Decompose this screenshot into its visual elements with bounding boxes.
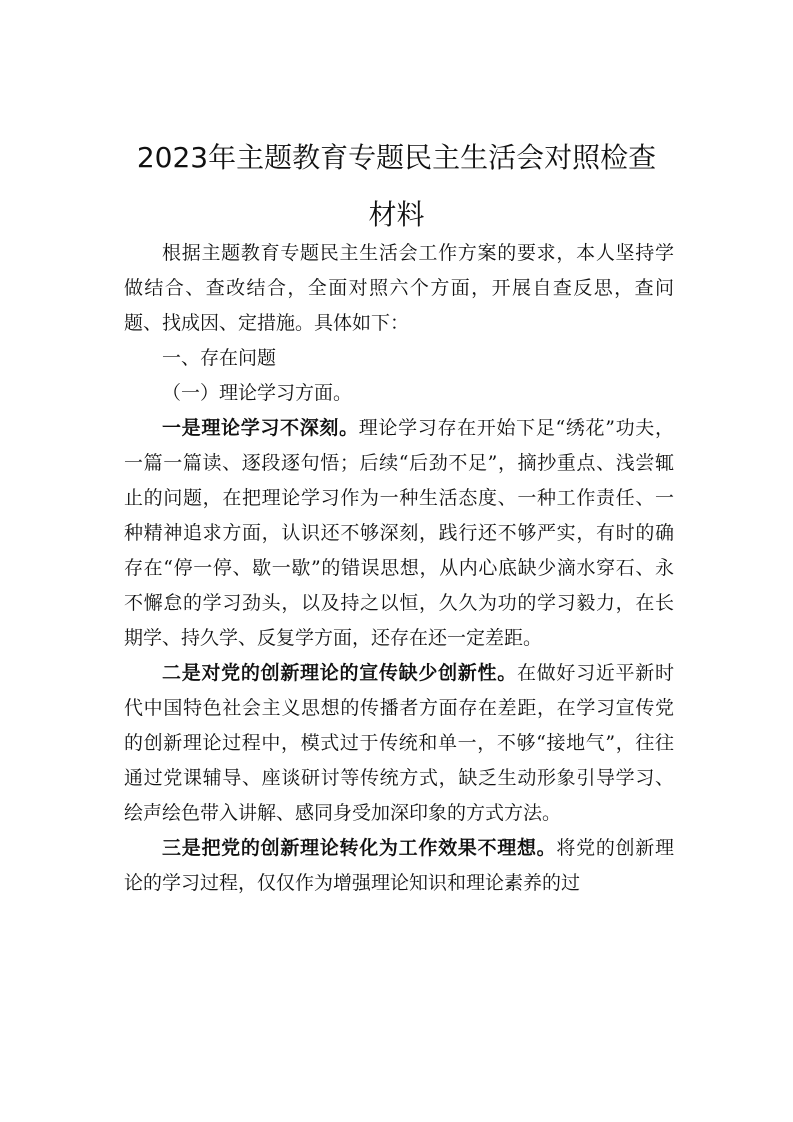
paragraph-1-lead: 一是理论学习不深刻。 xyxy=(162,417,359,439)
paragraph-3 xyxy=(124,831,674,901)
document-title-line1: 2023年主题教育专题民主生活会对照检查 xyxy=(136,141,657,174)
paragraph-3-body: 将党的创新理论的学习过程，仅仅作为增强理论知识和理论素养的过 xyxy=(124,837,674,894)
subsection-heading-theory-study: （一）理论学习方面。 xyxy=(162,382,353,404)
paragraph-3-lead: 三是把党的创新理论转化为工作效果不理想。 xyxy=(162,837,557,859)
paragraph-2-body: 在做好习近平新时代中国特色社会主义思想的传播者方面存在差距，在学习宣传党的创新理论过程中，模式过于传统和单一，不够“接地气”，往往通过党课辅导、座谈研讨等传统方式，缺乏生动形象引导学习、绘声绘色带入讲解、感同身受加深印象的方式方法。 xyxy=(124,662,674,824)
intro-paragraph: 根据主题教育专题民主生活会工作方案的要求，本人坚持学做结合、查改结合，全面对照六个方面，开展自查反思，查问题、找成因、定措施。具体如下： xyxy=(124,242,674,334)
document-title-line2: 材料 xyxy=(368,198,425,231)
paragraph-2 xyxy=(124,656,674,831)
paragraph-1 xyxy=(124,411,674,656)
section-heading-problems: 一、存在问题 xyxy=(162,347,277,369)
paragraph-1-body: 理论学习存在开始下足“绣花”功夫，一篇一篇读、逐段逐句悟；后续“后劲不足”，摘抄重点、浅尝辄止的问题，在把理论学习作为一种生活态度、一种工作责任、一种精神追求方面，认识还不够深刻，践行还不够严实，有时的确存在“停一停、歇一歇”的错误思想，从内心底缺少滴水穿石、永不懈怠的学习劲头，以及持之以恒，久久为功的学习毅力，在长期学、持久学、反复学方面，还存在还一定差距。 xyxy=(124,417,674,649)
paragraph-2-lead: 二是对党的创新理论的宣传缺少创新性。 xyxy=(162,662,517,684)
document-body xyxy=(124,236,674,901)
